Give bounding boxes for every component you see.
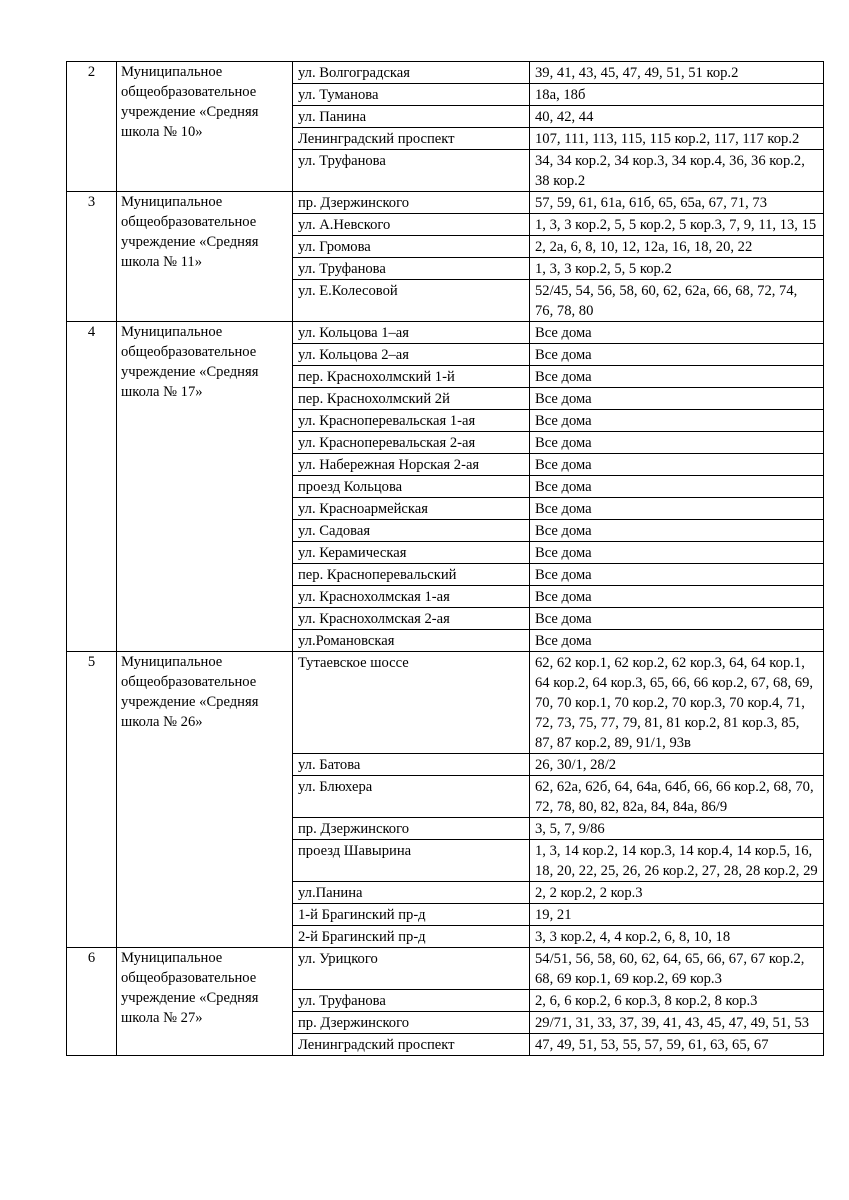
- group-number: 5: [67, 652, 117, 948]
- house-numbers: Все дома: [530, 630, 824, 652]
- street-name: ул. Красноперевальская 2-ая: [293, 432, 530, 454]
- street-name: ул. Керамическая: [293, 542, 530, 564]
- school-districts-table: [66, 61, 824, 1056]
- house-numbers: 107, 111, 113, 115, 115 кор.2, 117, 117 кор.2: [530, 128, 824, 150]
- house-numbers: 40, 42, 44: [530, 106, 824, 128]
- house-numbers: Все дома: [530, 388, 824, 410]
- street-name: проезд Кольцова: [293, 476, 530, 498]
- house-numbers: Все дома: [530, 520, 824, 542]
- table-row: [67, 62, 824, 84]
- street-name: ул. Кольцова 1–ая: [293, 322, 530, 344]
- group-number: 6: [67, 948, 117, 1056]
- street-name: ул.Романовская: [293, 630, 530, 652]
- street-name: пер. Краснохолмский 2й: [293, 388, 530, 410]
- street-name: пр. Дзержинского: [293, 192, 530, 214]
- street-name: ул. Батова: [293, 754, 530, 776]
- street-name: пр. Дзержинского: [293, 1012, 530, 1034]
- street-name: 1-й Брагинский пр-д: [293, 904, 530, 926]
- house-numbers: 54/51, 56, 58, 60, 62, 64, 65, 66, 67, 67 кор.2, 68, 69 кор.1, 69 кор.2, 69 кор.3: [530, 948, 824, 990]
- street-name: ул. Туманова: [293, 84, 530, 106]
- house-numbers: 62, 62 кор.1, 62 кор.2, 62 кор.3, 64, 64 кор.1, 64 кор.2, 64 кор.3, 65, 66, 66 кор.2, 67, 68, 69, 70, 70 кор.1, 70 кор.2, 70 кор.3, 70 кор.4, 71, 72, 73, 75, 77, 79, 81, 81 кор.2, 81 кор.3, 85, 87, 87 кор.2, 89, 91/1, 93в: [530, 652, 824, 754]
- house-numbers: 1, 3, 3 кор.2, 5, 5 кор.2, 5 кор.3, 7, 9, 11, 13, 15: [530, 214, 824, 236]
- street-name: ул. Красноперевальская 1-ая: [293, 410, 530, 432]
- group-number: 3: [67, 192, 117, 322]
- house-numbers: 19, 21: [530, 904, 824, 926]
- street-name: ул. Волгоградская: [293, 62, 530, 84]
- house-numbers: Все дома: [530, 586, 824, 608]
- house-numbers: 3, 5, 7, 9/86: [530, 818, 824, 840]
- house-numbers: Все дома: [530, 432, 824, 454]
- house-numbers: Все дома: [530, 498, 824, 520]
- street-name: ул. Краснохолмская 1-ая: [293, 586, 530, 608]
- street-name: Тутаевское шоссе: [293, 652, 530, 754]
- institution-name: Муниципальное общеобразовательное учреждение «Средняя школа № 10»: [117, 62, 293, 192]
- street-name: ул. Е.Колесовой: [293, 280, 530, 322]
- table-row: [67, 948, 824, 990]
- table-row: [67, 652, 824, 754]
- house-numbers: 29/71, 31, 33, 37, 39, 41, 43, 45, 47, 49, 51, 53: [530, 1012, 824, 1034]
- house-numbers: 2, 2 кор.2, 2 кор.3: [530, 882, 824, 904]
- street-name: Ленинградский проспект: [293, 1034, 530, 1056]
- institution-name: Муниципальное общеобразовательное учреждение «Средняя школа № 17»: [117, 322, 293, 652]
- street-name: ул. Урицкого: [293, 948, 530, 990]
- house-numbers: 62, 62а, 62б, 64, 64а, 64б, 66, 66 кор.2, 68, 70, 72, 78, 80, 82, 82а, 84, 84а, 86/9: [530, 776, 824, 818]
- house-numbers: 2, 6, 6 кор.2, 6 кор.3, 8 кор.2, 8 кор.3: [530, 990, 824, 1012]
- street-name: Ленинградский проспект: [293, 128, 530, 150]
- house-numbers: Все дома: [530, 454, 824, 476]
- institution-name: Муниципальное общеобразовательное учреждение «Средняя школа № 11»: [117, 192, 293, 322]
- group-number: 2: [67, 62, 117, 192]
- group-number: 4: [67, 322, 117, 652]
- house-numbers: 1, 3, 14 кор.2, 14 кор.3, 14 кор.4, 14 кор.5, 16, 18, 20, 22, 25, 26, 26 кор.2, 27, 28, 28 кор.2, 29: [530, 840, 824, 882]
- institution-name: Муниципальное общеобразовательное учреждение «Средняя школа № 27»: [117, 948, 293, 1056]
- house-numbers: 18а, 18б: [530, 84, 824, 106]
- house-numbers: 57, 59, 61, 61а, 61б, 65, 65а, 67, 71, 73: [530, 192, 824, 214]
- street-name: ул. Труфанова: [293, 990, 530, 1012]
- street-name: пер. Красноперевальский: [293, 564, 530, 586]
- house-numbers: 39, 41, 43, 45, 47, 49, 51, 51 кор.2: [530, 62, 824, 84]
- street-name: ул.Панина: [293, 882, 530, 904]
- house-numbers: 52/45, 54, 56, 58, 60, 62, 62а, 66, 68, 72, 74, 76, 78, 80: [530, 280, 824, 322]
- house-numbers: 3, 3 кор.2, 4, 4 кор.2, 6, 8, 10, 18: [530, 926, 824, 948]
- street-name: ул. Набережная Норская 2-ая: [293, 454, 530, 476]
- house-numbers: Все дома: [530, 542, 824, 564]
- street-name: ул. Труфанова: [293, 258, 530, 280]
- street-name: ул. Труфанова: [293, 150, 530, 192]
- street-name: ул. А.Невского: [293, 214, 530, 236]
- house-numbers: 47, 49, 51, 53, 55, 57, 59, 61, 63, 65, 67: [530, 1034, 824, 1056]
- house-numbers: 1, 3, 3 кор.2, 5, 5 кор.2: [530, 258, 824, 280]
- street-name: ул. Громова: [293, 236, 530, 258]
- house-numbers: 34, 34 кор.2, 34 кор.3, 34 кор.4, 36, 36 кор.2, 38 кор.2: [530, 150, 824, 192]
- house-numbers: 26, 30/1, 28/2: [530, 754, 824, 776]
- house-numbers: Все дома: [530, 322, 824, 344]
- street-name: пер. Краснохолмский 1-й: [293, 366, 530, 388]
- house-numbers: Все дома: [530, 344, 824, 366]
- table-row: [67, 322, 824, 344]
- house-numbers: Все дома: [530, 608, 824, 630]
- street-name: пр. Дзержинского: [293, 818, 530, 840]
- street-name: ул. Кольцова 2–ая: [293, 344, 530, 366]
- street-name: ул. Краснохолмская 2-ая: [293, 608, 530, 630]
- house-numbers: Все дома: [530, 476, 824, 498]
- house-numbers: Все дома: [530, 410, 824, 432]
- street-name: ул. Красноармейская: [293, 498, 530, 520]
- street-name: ул. Панина: [293, 106, 530, 128]
- street-name: 2-й Брагинский пр-д: [293, 926, 530, 948]
- institution-name: Муниципальное общеобразовательное учреждение «Средняя школа № 26»: [117, 652, 293, 948]
- street-name: ул. Садовая: [293, 520, 530, 542]
- table-row: [67, 192, 824, 214]
- street-name: ул. Блюхера: [293, 776, 530, 818]
- house-numbers: 2, 2а, 6, 8, 10, 12, 12а, 16, 18, 20, 22: [530, 236, 824, 258]
- house-numbers: Все дома: [530, 366, 824, 388]
- house-numbers: Все дома: [530, 564, 824, 586]
- street-name: проезд Шавырина: [293, 840, 530, 882]
